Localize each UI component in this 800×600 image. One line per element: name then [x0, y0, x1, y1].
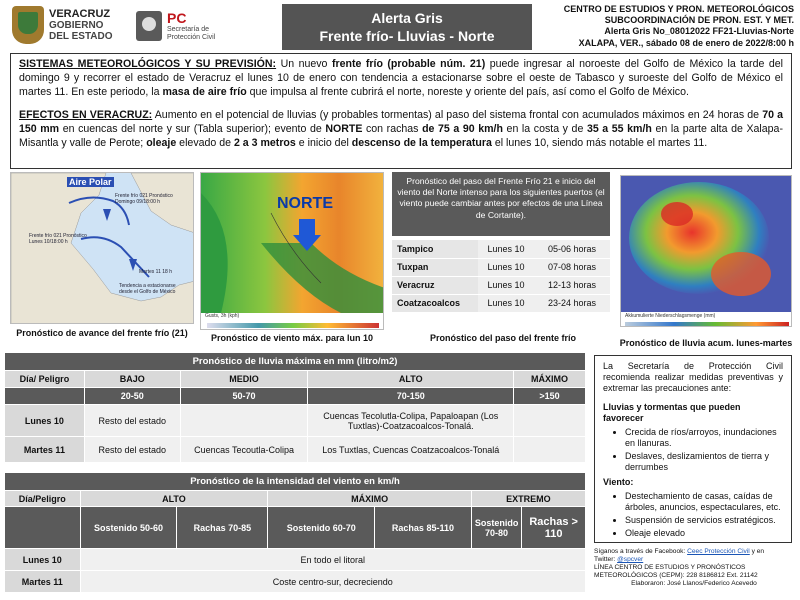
systems-label: SISTEMAS METEOROLÓGICOS Y SU PREVISIÓN: — [19, 58, 277, 70]
wind-sub-4: Rachas 85-110 — [375, 507, 472, 549]
wind-row-text: En todo el litoral — [80, 549, 585, 571]
wind-head-extremo: EXTREMO — [471, 491, 585, 507]
polar-air-label: Aire Polar — [69, 177, 112, 187]
port-day: Lunes 10 — [478, 294, 534, 312]
p2-k: elevado de — [176, 137, 234, 149]
wind-row-day: Lunes 10 — [5, 549, 81, 571]
rain-head-bajo: BAJO — [84, 371, 180, 388]
center-line-3: Alerta Gris No_08012022 FF21-Lluvias-Norte — [604, 26, 794, 37]
alert-subtitle: Frente frío- Lluvias - Norte — [319, 28, 495, 44]
p2-l: 2 a 3 metros — [233, 137, 296, 149]
rain-row-day: Martes 11 — [5, 437, 85, 463]
rain-range-max: >150 — [514, 388, 586, 405]
port-day: Lunes 10 — [478, 258, 534, 276]
rain-range-medio: 50-70 — [180, 388, 308, 405]
p1-e: que impulsa al frente cubrirá el norte, noreste y oriente del país, así como el Golfo de México. — [246, 86, 689, 98]
front-advance-caption: Pronóstico de avance del frente frío (21) — [16, 328, 188, 338]
port-name: Tampico — [392, 240, 478, 258]
rain-row-medio: Cuencas Tecoutla-Colipa — [180, 437, 308, 463]
wind-sub-1: Sostenido 50-60 — [80, 507, 177, 549]
front-label-sunday: Frente frío 021 Pronóstico Domingo 09/18:00 h — [115, 193, 173, 205]
center-line-1: CENTRO DE ESTUDIOS Y PRON. METEOROLÓGICOS — [563, 4, 794, 14]
rain-row-alto: Cuencas Tecolutla-Colipa, Papaloapan (Los Tuxtlas)-Coatzacoalcos-Tonalá. — [308, 405, 514, 437]
rain-row-max — [514, 405, 586, 437]
rain-measures-title: Lluvias y tormentas que pueden favorecer — [603, 402, 741, 423]
p2-i: en la parte alta de Xalapa-Misantla y valle de Perote; — [19, 123, 783, 149]
p2-o: el lunes 10, siendo más notable el martes 11. — [491, 137, 708, 149]
front-note: Tendencia a estacionarse desde el Golfo de México — [119, 283, 176, 295]
p1-a: Un nuevo — [276, 58, 332, 70]
front-label-monday: Frente frío 021 Pronóstico Lunes 10/18:00 h — [29, 233, 87, 245]
wind-sub-5: Sostenido 70-80 — [471, 507, 522, 549]
norte-label: NORTE — [277, 195, 333, 212]
veracruz-logo — [12, 4, 130, 46]
rain-row-day: Lunes 10 — [5, 405, 85, 437]
p2-f: de 75 a 90 km/h — [422, 123, 503, 135]
logo-line-3: DEL ESTADO — [49, 30, 113, 42]
p2-g: en la costa y de — [502, 123, 587, 135]
rain-row-alto: Los Tuxtlas, Cuencas Coatzacoalcos-Tonalá — [308, 437, 514, 463]
front-label-tuesday: Martes 11 18 h — [139, 269, 172, 275]
rain-head-medio: MEDIO — [180, 371, 308, 388]
table-row — [5, 549, 586, 571]
p1-c: puede ingresar al noroeste del Golfo de México la tarde del domingo 9 y recorrer el estado de Veracruz el lunes 10 de enero con tendencia a estacionarse sobre el oeste de Tabasco y suroeste del Golfo de México el martes 11. En este periodo, la — [19, 58, 783, 98]
rain-range-bajo: 20-50 — [84, 388, 180, 405]
p2-d: NORTE — [325, 123, 363, 135]
twitter-link[interactable]: @spcver — [617, 556, 644, 563]
gust-legend: Gusts, 3h (kph) — [205, 313, 240, 319]
wind-sub-6: Rachas > 110 — [522, 507, 586, 549]
front-advance-map — [10, 172, 194, 324]
port-name: Tuxpan — [392, 258, 478, 276]
rain-head-alto: ALTO — [308, 371, 514, 388]
p2-n: descenso de la temperatura — [351, 137, 492, 149]
wind-table-title: Pronóstico de la intensidad del viento en km/h — [5, 473, 586, 491]
wind-row-text: Coste centro-sur, decreciendo — [80, 571, 585, 593]
center-line-4: XALAPA, VER., sábado 08 de enero de 2022/8:00 h — [578, 37, 794, 48]
wind-head-alto: ALTO — [80, 491, 268, 507]
rain-head-max: MÁXIMO — [514, 371, 586, 388]
p2-j: oleaje — [146, 137, 177, 149]
p2-c: en cuencas del norte y sur (Tabla superior); evento de — [59, 123, 326, 135]
table-row — [5, 571, 586, 593]
alert-title-box — [282, 4, 532, 50]
veracruz-crest-icon — [12, 6, 44, 44]
port-day: Lunes 10 — [478, 240, 534, 258]
measures-intro: La Secretaría de Protección Civil recomienda realizar medidas preventivas y extremar las precauciones ante: — [603, 361, 783, 393]
list-item: • Suspensión de servicios estratégicos. — [625, 515, 783, 526]
table-row — [392, 294, 610, 312]
wind-forecast-table — [4, 472, 586, 593]
alert-title: Alerta Gris — [371, 10, 443, 26]
table-row — [5, 405, 586, 437]
p2-b: 70 a 150 mm — [19, 109, 783, 135]
facebook-post: y en — [749, 548, 765, 555]
effects-paragraph — [19, 108, 783, 150]
port-hours: 23-24 horas — [534, 294, 610, 312]
p2-h: 35 a 55 km/h — [586, 123, 652, 135]
port-name: Coatzacoalcos — [392, 294, 478, 312]
table-row — [5, 437, 586, 463]
rain-table-title: Pronóstico de lluvia máxima en mm (litro/m2) — [5, 353, 586, 371]
logo-line-2: GOBIERNO — [49, 19, 104, 31]
rain-measures-list — [603, 427, 783, 473]
header — [0, 0, 800, 52]
facebook-link[interactable]: Ceec Protección Civil — [687, 548, 750, 555]
port-name: Veracruz — [392, 276, 478, 294]
port-hours: 12-13 horas — [534, 276, 610, 294]
wind-sub-blank — [5, 507, 81, 549]
list-item: • Oleaje elevado — [625, 528, 783, 539]
rain-map-graphic — [621, 176, 792, 327]
wind-arrow-icon — [299, 219, 315, 235]
wind-caption: Pronóstico de viento máx. para lun 10 — [210, 333, 374, 343]
port-day: Lunes 10 — [478, 276, 534, 294]
pc-line-2: Protección Civil — [167, 33, 216, 41]
p2-a: Aumento en el potencial de lluvias (y probables tormentas) al paso del sistema frontal con acumulados máximos en 24 horas de — [152, 109, 763, 121]
rain-caption: Pronóstico de lluvia acum. lunes-martes — [619, 338, 793, 348]
pc-shield-icon — [136, 11, 162, 41]
pc-abbr: PC — [167, 9, 187, 26]
ports-table — [392, 240, 610, 313]
p1-b: frente frío (probable núm. 21) — [331, 58, 486, 70]
wind-gust-map — [200, 172, 384, 330]
center-line-2: SUBCOORDINACIÓN DE PRON. EST. Y MET. — [604, 15, 794, 26]
wind-head-max: MÁXIMO — [268, 491, 471, 507]
p2-m: e inicio del — [295, 137, 352, 149]
table-row — [392, 258, 610, 276]
rain-row-bajo: Resto del estado — [84, 405, 180, 437]
rain-range-alto: 70-150 — [308, 388, 514, 405]
wind-arrow-head-icon — [293, 235, 321, 251]
systems-paragraph — [19, 57, 783, 99]
table-row — [392, 276, 610, 294]
wind-head-day: Día/Peligro — [5, 491, 81, 507]
logo-line-1: VERACRUZ — [49, 7, 111, 20]
rain-row-bajo: Resto del estado — [84, 437, 180, 463]
twitter-pre: Twitter: — [594, 556, 618, 563]
port-hours: 05-06 horas — [534, 240, 610, 258]
preventive-measures — [594, 355, 792, 543]
wind-measures-list — [603, 491, 783, 539]
rain-row-max — [514, 437, 586, 463]
port-hours: 07-08 horas — [534, 258, 610, 276]
rain-legend: Akkumulierte Niederschlagsmenge (mm) — [625, 313, 716, 319]
footer — [594, 548, 794, 588]
footer-line-3: LÍNEA CENTRO DE ESTUDIOS Y PRONÓSTICOS — [594, 564, 746, 571]
footer-line-5: Elaboraron: José Llanos/Federico Acevedo — [631, 580, 757, 587]
wind-measures-title: Viento: — [603, 477, 634, 487]
wind-sub-3: Sostenido 60-70 — [268, 507, 375, 549]
list-item: • Destechamiento de casas, caídas de árboles, anuncios, espectaculares, etc. — [625, 491, 783, 513]
list-item: • Crecida de ríos/arroyos, inundaciones en llanuras. — [625, 427, 783, 449]
ports-intro: Pronóstico del paso del Frente Frío 21 e inicio del viento del Norte intenso para los siguientes puertos (el viento puede cambiar antes por efectos de una Línea de Cortante). — [392, 172, 610, 236]
p2-e: con rachas — [362, 123, 423, 135]
forecast-summary — [10, 53, 792, 169]
table-row — [392, 240, 610, 258]
wind-row-day: Martes 11 — [5, 571, 81, 593]
rain-forecast-table — [4, 352, 586, 463]
rain-range-blank — [5, 388, 85, 405]
effects-label: EFECTOS EN VERACRUZ: — [19, 109, 153, 121]
list-item: • Deslaves, deslizamientos de tierra y derrumbes — [625, 451, 783, 473]
center-info — [548, 4, 794, 49]
rain-head-day: Día/ Peligro — [5, 371, 85, 388]
ports-caption: Pronóstico del paso del frente frío — [429, 333, 577, 343]
p1-d: masa de aire frío — [162, 86, 247, 98]
facebook-pre: Síganos a través de Facebook: — [594, 548, 688, 555]
wind-sub-2: Rachas 70-85 — [177, 507, 268, 549]
rain-row-medio — [180, 405, 308, 437]
pc-line-1: Secretaría de — [167, 25, 210, 33]
footer-line-4: METEOROLÓGICOS (CEPM): 228 8186812 Ext. 21142 — [594, 572, 758, 579]
proteccion-civil-logo — [136, 6, 256, 46]
rain-accumulation-map — [620, 175, 792, 327]
